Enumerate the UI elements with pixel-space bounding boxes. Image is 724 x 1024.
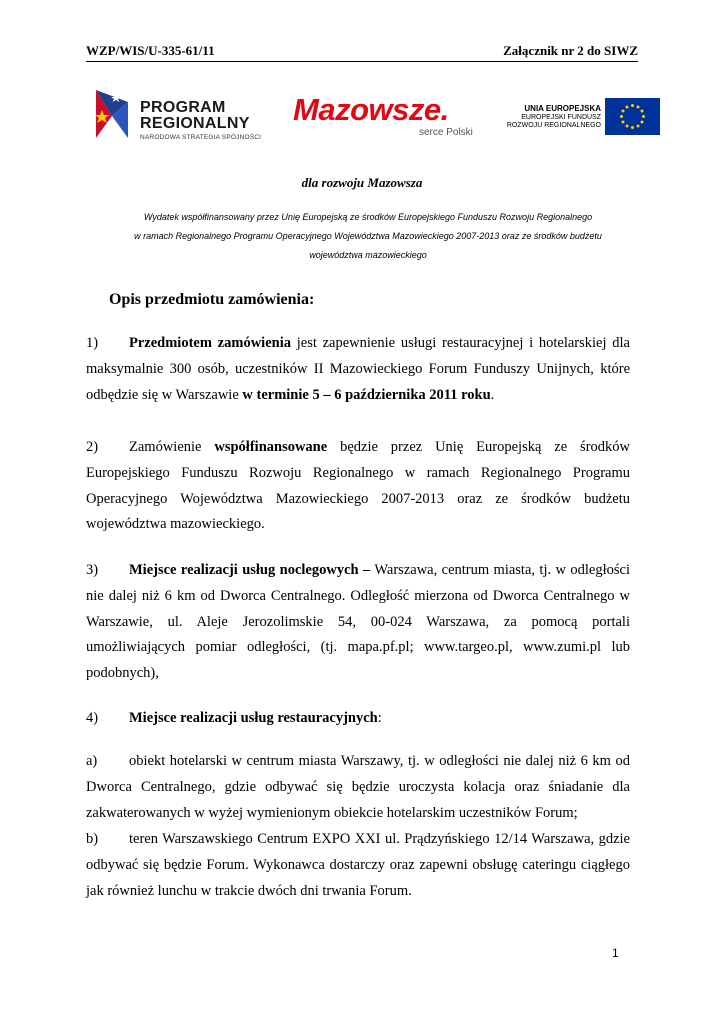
item-number: 4) [86, 710, 99, 726]
funding-line: w ramach Regionalnego Programu Operacyjnego Województwa Mazowieckiego 2007-2013 oraz ze środków budżetu [134, 231, 602, 241]
eu-star-icon [637, 125, 640, 128]
item-letter: a) [86, 753, 98, 769]
paragraph-text: . [490, 386, 495, 403]
regionalny-line: REGIONALNY [140, 115, 250, 132]
eu-star-icon [631, 126, 634, 129]
paragraph-2 [86, 435, 630, 538]
item-number: 1) [86, 335, 99, 351]
fund-line: EUROPEJSKI FUNDUSZ [521, 114, 601, 121]
funding-line: województwa mazowieckiego [309, 250, 427, 260]
paragraph-text: Warszawa, centrum miasta, tj. w odległości nie dalej niż 6 km od Dworca Centralnego. Odległość mierzona od Dworca Centralnego w Warszawie, ul. Aleje Jerozolimskie 54, 00-024 Warszawa, za pomocą portali umożliwiających pomiar odległości, (tj. mapa.pf.pl; www.targeo.pl, www.zumi.pl lub podobnych), [86, 562, 630, 682]
eu-star-icon [642, 115, 645, 118]
paragraph-a [86, 749, 630, 826]
paragraph-b [86, 827, 630, 904]
paragraph-text: jest zapewnienie usługi restauracyjnej i hotelarskiej dla maksymalnie 300 osób, uczestników II Mazowieckiego Forum Funduszy Unijnych, które odbędzie się w Warszawie [86, 335, 630, 403]
item-number: 2) [86, 439, 99, 455]
eu-star-icon [641, 110, 644, 113]
eu-star-icon [621, 121, 624, 124]
strategy-line: NARODOWA STRATEGIA SPÓJNOŚCI [140, 134, 262, 141]
page-header [86, 43, 638, 62]
eu-star-icon [620, 115, 623, 118]
attachment-label: Załącznik nr 2 do SIWZ [503, 43, 638, 58]
document-reference: WZP/WIS/U-335-61/11 [86, 43, 215, 58]
funding-line: Wydatek współfinansowany przez Unię Europejską ze środków Europejskiego Funduszu Rozwoju Regionalnego [143, 212, 593, 222]
paragraph-text: : [377, 710, 382, 726]
paragraph-text: będzie przez Unię Europejską ze środków Europejskiego Funduszu Rozwoju Regionalnego w ramach Regionalnego Programu Operacyjnego Województwa Mazowieckiego 2007-2013 oraz ze środków budżetu województwa mazowieckiego. [86, 439, 630, 533]
logo-banner [86, 84, 666, 150]
eu-star-icon [631, 104, 634, 107]
eu-star-icon [637, 105, 640, 108]
paragraph-3 [86, 558, 630, 687]
eu-logo-text [504, 104, 601, 130]
eu-star-icon [626, 105, 629, 108]
funding-notice [100, 208, 636, 265]
eu-flag-icon [605, 98, 660, 135]
bold-text: współfinansowane [214, 439, 328, 455]
item-number: 3) [86, 562, 99, 578]
eu-star-icon [626, 125, 629, 128]
page-number: 1 [612, 946, 619, 960]
bold-text: w terminie 5 – 6 października 2011 roku [242, 386, 491, 403]
paragraph-text: obiekt hotelarski w centrum miasta Warszawy, tj. w odległości nie dalej niż 6 km od Dworca Centralnego, gdzie odbywać się będzie uroczysta kolacja oraz śniadanie dla zakwaterowanych w wyżej wymienionym obiekcie hotelarskim uczestników Forum; [86, 753, 630, 821]
bold-text: Miejsce realizacji usług restauracyjnych [129, 710, 378, 726]
mazowsze-logo: Mazowsze. [293, 92, 449, 127]
mazowsze-tagline: serce Polski [419, 127, 473, 138]
paragraph-text: Zamówienie [129, 439, 215, 455]
program-regionalny-text [140, 100, 261, 141]
item-letter: b) [86, 831, 99, 847]
eu-star-icon [641, 121, 644, 124]
bold-text: Miejsce realizacji usług noclegowych – [129, 562, 371, 578]
eu-star-icon [621, 110, 624, 113]
bold-text: Przedmiotem zamówienia [129, 335, 291, 351]
program-regionalny-logo-icon [92, 88, 132, 142]
program-line: PROGRAM [140, 99, 226, 116]
paragraph-text: teren Warszawskiego Centrum EXPO XXI ul. Prądzyńskiego 12/14 Warszawa, gdzie odbywać się będzie Forum. Wykonawca dostarczy oraz zapewni obsługę cateringu ciągłego jak również lunchu w trakcie dwóch dni trwania Forum. [86, 831, 630, 899]
regional-line: ROZWOJU REGIONALNEGO [506, 122, 601, 129]
eu-line: UNIA EUROPEJSKA [524, 104, 601, 113]
paragraph-4 [86, 706, 630, 732]
paragraph-1 [86, 331, 630, 408]
section-title: Opis przedmiotu zamówienia: [109, 291, 315, 308]
motto: dla rozwoju Mazowsza [301, 175, 423, 190]
